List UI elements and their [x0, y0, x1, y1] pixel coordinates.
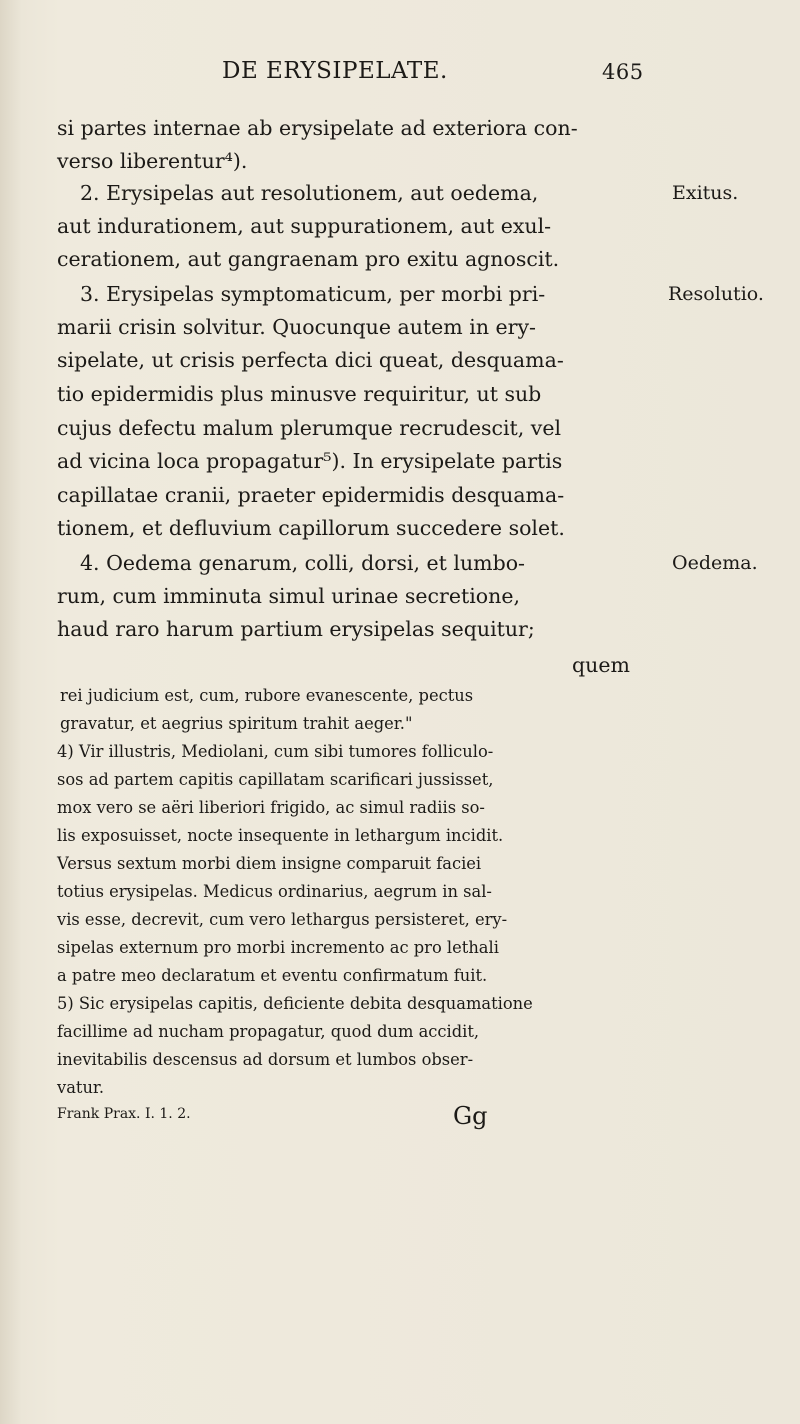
footnote-line: vatur.	[57, 1078, 105, 1097]
text-line: 4. Oedema genarum, colli, dorsi, et lumbo-	[80, 551, 525, 575]
footnote-line: mox vero se aëri liberiori frigido, ac simul radiis so-	[57, 798, 485, 817]
gathering-mark: Gg	[453, 1102, 488, 1130]
text-line: sipelate, ut crisis perfecta dici queat, desquama-	[57, 348, 564, 372]
page-number: 465	[602, 60, 644, 84]
margin-note-exitus: Exitus.	[672, 182, 739, 204]
text-line: tionem, et defluvium capillorum succedere solet.	[57, 516, 565, 540]
text-line: haud raro harum partium erysipelas sequitur;	[57, 617, 535, 641]
text-line: 2. Erysipelas aut resolutionem, aut oedema,	[80, 181, 539, 205]
footnote-line: totius erysipelas. Medicus ordinarius, aegrum in sal-	[57, 882, 492, 901]
footnote-line: 5) Sic erysipelas capitis, deficiente debita desquamatione	[57, 994, 533, 1013]
text-line: si partes internae ab erysipelate ad exteriora con-	[57, 116, 578, 140]
catchword: quem	[572, 653, 630, 677]
footnote-line: rei judicium est, cum, rubore evanescente, pectus	[60, 686, 474, 705]
footnote-line: a patre meo declaratum et eventu confirmatum fuit.	[57, 966, 488, 985]
text-line: rum, cum imminuta simul urinae secretione,	[57, 584, 520, 608]
footnote-line: Versus sextum morbi diem insigne comparuit faciei	[57, 854, 482, 873]
margin-note-oedema: Oedema.	[672, 552, 758, 574]
signature-mark: Frank Prax. I. 1. 2.	[57, 1106, 191, 1122]
footnote-line: vis esse, decrevit, cum vero lethargus persisteret, ery-	[57, 910, 508, 929]
footnote-line: inevitabilis descensus ad dorsum et lumbos obser-	[57, 1050, 474, 1069]
text-line: capillatae cranii, praeter epidermidis desquama-	[57, 483, 565, 507]
footnote-line: gravatur, et aegrius spiritum trahit aeger."	[60, 714, 413, 733]
running-title: DE ERYSIPELATE.	[222, 58, 448, 84]
text-line: 3. Erysipelas symptomaticum, per morbi pri-	[80, 282, 546, 306]
text-line: cerationem, aut gangraenam pro exitu agnoscit.	[57, 247, 560, 271]
footnote-line: lis exposuisset, nocte insequente in lethargum incidit.	[57, 826, 504, 845]
text-line: cujus defectu malum plerumque recrudescit, vel	[57, 416, 562, 440]
footnote-line: facillime ad nucham propagatur, quod dum accidit,	[57, 1022, 480, 1041]
text-line: tio epidermidis plus minusve requiritur, ut sub	[57, 382, 542, 406]
text-line: verso liberentur⁴).	[57, 149, 248, 173]
footnote-line: sipelas externum pro morbi incremento ac pro lethali	[57, 938, 499, 957]
text-line: ad vicina loca propagatur⁵). In erysipelate partis	[57, 449, 563, 473]
text-line: aut indurationem, aut suppurationem, aut exul-	[57, 214, 552, 238]
text-line: marii crisin solvitur. Quocunque autem in ery-	[57, 315, 536, 339]
margin-note-resolutio: Resolutio.	[668, 283, 764, 305]
footnote-line: 4) Vir illustris, Mediolani, cum sibi tumores folliculo-	[57, 742, 494, 761]
footnote-line: sos ad partem capitis capillatam scarificari jussisset,	[57, 770, 494, 789]
